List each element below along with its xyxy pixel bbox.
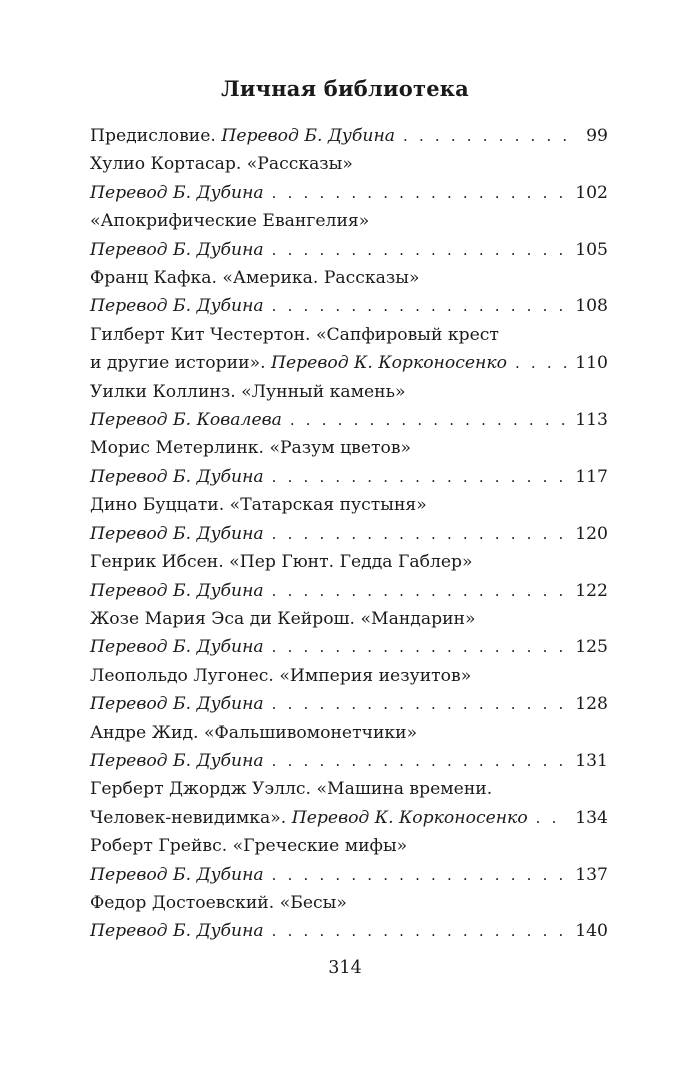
table-of-contents bbox=[90, 122, 608, 946]
toc-entry-line bbox=[90, 292, 608, 320]
toc-entry-line bbox=[90, 719, 608, 747]
toc-entry-text: Гилберт Кит Честертон. «Сапфировый крест bbox=[90, 324, 499, 345]
dot-leader bbox=[272, 236, 568, 264]
toc-entry-translator: Перевод Б. Дубина bbox=[90, 864, 264, 885]
toc-entry bbox=[90, 264, 608, 321]
toc-entry-translator: Перевод Б. Дубина bbox=[90, 466, 264, 487]
toc-entry-line bbox=[90, 434, 608, 462]
toc-entry-line bbox=[90, 889, 608, 917]
toc-entry-line bbox=[90, 832, 608, 860]
toc-entry-text: Генрик Ибсен. «Пер Гюнт. Гедда Габлер» bbox=[90, 552, 473, 573]
toc-entry bbox=[90, 122, 608, 150]
dot-leader bbox=[403, 122, 568, 150]
toc-entry-page-number: 125 bbox=[575, 637, 608, 658]
dot-leader bbox=[290, 406, 568, 434]
dot-leader bbox=[515, 349, 568, 377]
toc-entry-text: Предисловие. bbox=[90, 126, 216, 146]
dot-leader bbox=[272, 179, 568, 207]
toc-entry-text: Роберт Грейвс. «Греческие мифы» bbox=[90, 836, 408, 857]
toc-entry bbox=[90, 548, 608, 605]
toc-entry-line bbox=[90, 690, 608, 718]
toc-entry-page-number: 113 bbox=[575, 410, 608, 431]
toc-entry-page-number: 140 bbox=[575, 921, 608, 942]
toc-entry-text: Хулио Кортасар. «Рассказы» bbox=[90, 154, 353, 175]
toc-entry-translator: Перевод Б. Дубина bbox=[90, 182, 264, 203]
toc-entry-line bbox=[90, 179, 608, 207]
toc-entry-line bbox=[90, 605, 608, 633]
toc-entry-line bbox=[90, 861, 608, 889]
toc-entry-text: Франц Кафка. «Америка. Рассказы» bbox=[90, 268, 420, 289]
toc-entry-translator: Перевод Б. Дубина bbox=[90, 637, 264, 658]
toc-entry-page-number: 122 bbox=[575, 580, 608, 601]
toc-entry-line bbox=[90, 321, 608, 349]
toc-entry-line bbox=[90, 491, 608, 519]
toc-entry-translator: Перевод Б. Дубина bbox=[221, 126, 396, 146]
toc-entry-page-number: 128 bbox=[575, 694, 608, 715]
toc-entry bbox=[90, 434, 608, 491]
toc-entry-page-number: 108 bbox=[575, 296, 608, 317]
toc-entry-line bbox=[90, 775, 608, 803]
toc-entry-page-number: 134 bbox=[575, 807, 608, 828]
toc-entry-translator: Перевод К. Корконосенко bbox=[271, 353, 507, 374]
page-title: Личная библиотека bbox=[221, 76, 469, 101]
toc-entry-text: Человек-невидимка». bbox=[90, 807, 287, 828]
toc-entry-text: Андре Жид. «Фальшивомонетчики» bbox=[90, 722, 418, 743]
toc-entry-line bbox=[90, 122, 608, 150]
toc-entry-line bbox=[90, 520, 608, 548]
toc-entry-translator: Перевод Б. Ковалева bbox=[90, 410, 282, 431]
toc-entry-text: Уилки Коллинз. «Лунный камень» bbox=[90, 381, 406, 402]
toc-entry-page-number: 131 bbox=[575, 750, 608, 771]
toc-entry-translator: Перевод К. Корконосенко bbox=[291, 807, 528, 828]
dot-leader bbox=[272, 633, 568, 661]
toc-entry bbox=[90, 889, 608, 946]
toc-entry-line bbox=[90, 264, 608, 292]
toc-entry-text: Жозе Мария Эса ди Кейрош. «Мандарин» bbox=[90, 608, 476, 629]
toc-entry-text: Леопольдо Лугонес. «Империя иезуитов» bbox=[90, 665, 472, 686]
toc-entry bbox=[90, 775, 608, 832]
toc-entry-translator: Перевод Б. Дубина bbox=[90, 921, 264, 942]
toc-entry-line bbox=[90, 548, 608, 576]
toc-entry-line bbox=[90, 662, 608, 690]
dot-leader bbox=[536, 804, 568, 832]
toc-entry-line bbox=[90, 917, 608, 945]
dot-leader bbox=[272, 861, 568, 889]
toc-entry-text: Герберт Джордж Уэллс. «Машина времени. bbox=[90, 779, 493, 800]
toc-entry-translator: Перевод Б. Дубина bbox=[90, 296, 264, 317]
toc-entry bbox=[90, 491, 608, 548]
toc-entry-page-number: 120 bbox=[575, 523, 608, 544]
toc-entry-translator: Перевод Б. Дубина bbox=[90, 750, 264, 771]
toc-entry-translator: Перевод Б. Дубина bbox=[90, 239, 264, 260]
dot-leader bbox=[272, 292, 568, 320]
toc-entry bbox=[90, 150, 608, 207]
toc-entry-line bbox=[90, 207, 608, 235]
toc-entry-text: Дино Буццати. «Татарская пустыня» bbox=[90, 495, 427, 516]
toc-entry-text: Федор Достоевский. «Бесы» bbox=[90, 892, 347, 913]
toc-entry-line bbox=[90, 577, 608, 605]
toc-entry-text: «Апокрифические Евангелия» bbox=[90, 211, 370, 232]
toc-entry-text: и другие истории». bbox=[90, 353, 266, 374]
toc-entry-page-number: 99 bbox=[586, 126, 608, 146]
page-number: 314 bbox=[328, 958, 362, 978]
dot-leader bbox=[272, 577, 568, 605]
toc-entry-line bbox=[90, 406, 608, 434]
toc-entry-line bbox=[90, 463, 608, 491]
toc-entry-page-number: 137 bbox=[575, 864, 608, 885]
toc-entry-page-number: 102 bbox=[575, 182, 608, 203]
toc-entry bbox=[90, 378, 608, 435]
toc-entry-line bbox=[90, 236, 608, 264]
toc-entry bbox=[90, 662, 608, 719]
toc-entry-page-number: 105 bbox=[575, 239, 608, 260]
toc-entry-line bbox=[90, 747, 608, 775]
toc-entry bbox=[90, 321, 608, 378]
toc-entry-line bbox=[90, 150, 608, 178]
dot-leader bbox=[272, 747, 568, 775]
dot-leader bbox=[272, 917, 568, 945]
toc-entry-page-number: 117 bbox=[575, 466, 608, 487]
toc-entry-line bbox=[90, 349, 608, 377]
toc-entry bbox=[90, 832, 608, 889]
toc-entry-translator: Перевод Б. Дубина bbox=[90, 694, 264, 715]
dot-leader bbox=[272, 463, 568, 491]
toc-entry-page-number: 110 bbox=[575, 353, 608, 374]
toc-entry bbox=[90, 207, 608, 264]
toc-entry-text: Морис Метерлинк. «Разум цветов» bbox=[90, 438, 412, 459]
toc-entry-translator: Перевод Б. Дубина bbox=[90, 580, 264, 601]
dot-leader bbox=[272, 520, 568, 548]
toc-entry bbox=[90, 605, 608, 662]
toc-entry-line bbox=[90, 804, 608, 832]
toc-entry-translator: Перевод Б. Дубина bbox=[90, 523, 264, 544]
toc-entry-line bbox=[90, 378, 608, 406]
dot-leader bbox=[272, 690, 568, 718]
toc-entry-line bbox=[90, 633, 608, 661]
toc-entry bbox=[90, 719, 608, 776]
